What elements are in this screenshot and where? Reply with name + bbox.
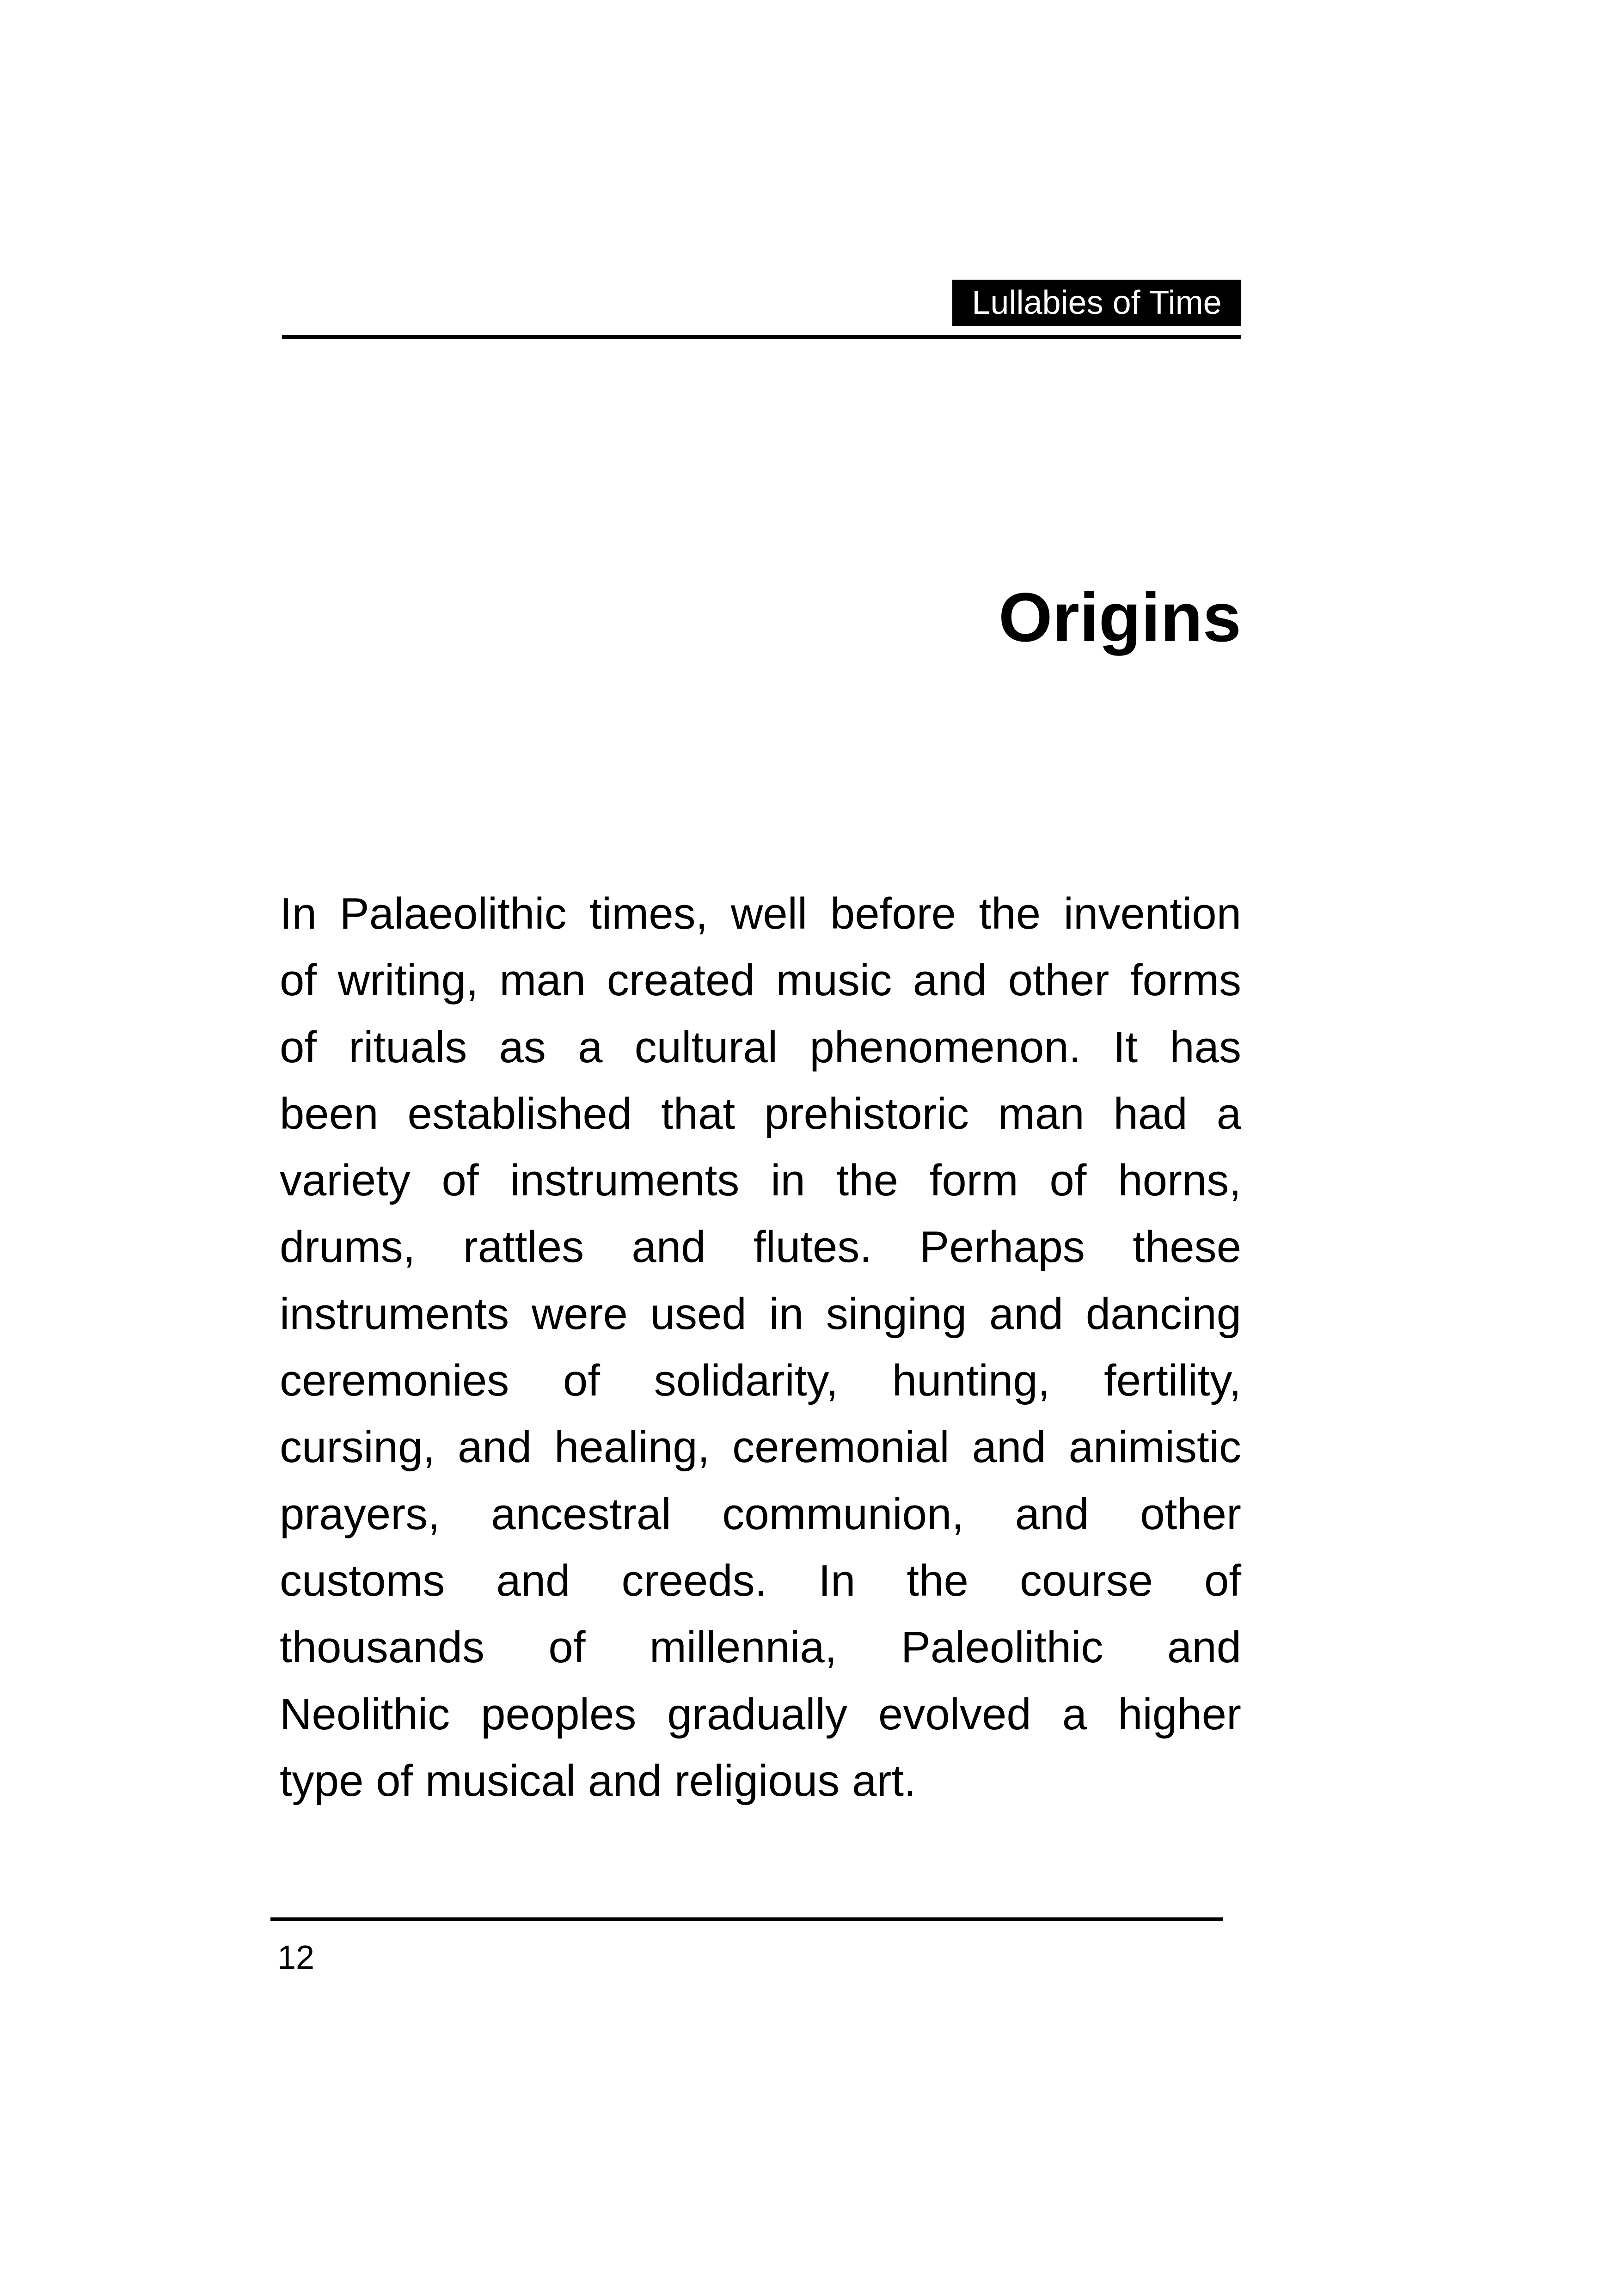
body-paragraph bbox=[280, 881, 1241, 1814]
body-line: instruments were used in singing and dancing bbox=[280, 1289, 1241, 1339]
header-rule bbox=[282, 335, 1241, 339]
body-line: of writing, man created music and other forms bbox=[280, 955, 1241, 1005]
footer-rule bbox=[270, 1917, 1223, 1921]
body-line: cursing, and healing, ceremonial and animistic bbox=[280, 1422, 1241, 1472]
body-line: variety of instruments in the form of horns, bbox=[280, 1156, 1241, 1206]
chapter-title: Origins bbox=[998, 578, 1241, 656]
body-line: customs and creeds. In the course of bbox=[280, 1555, 1241, 1605]
body-line: ceremonies of solidarity, hunting, fertility, bbox=[280, 1356, 1241, 1406]
page-number: 12 bbox=[277, 1939, 315, 1976]
body-line: prayers, ancestral communion, and other bbox=[280, 1489, 1241, 1539]
body-line: of rituals as a cultural phenomenon. It has bbox=[280, 1022, 1241, 1072]
body-line: type of musical and religious art. bbox=[280, 1756, 916, 1806]
body-line: been established that prehistoric man had a bbox=[280, 1089, 1241, 1139]
running-header: Lullabies of Time bbox=[952, 280, 1241, 326]
body-line: Neolithic peoples gradually evolved a higher bbox=[280, 1689, 1241, 1739]
body-line: In Palaeolithic times, well before the invention bbox=[280, 889, 1241, 938]
body-line: thousands of millennia, Paleolithic and bbox=[280, 1623, 1241, 1672]
body-line: drums, rattles and flutes. Perhaps these bbox=[280, 1222, 1241, 1272]
